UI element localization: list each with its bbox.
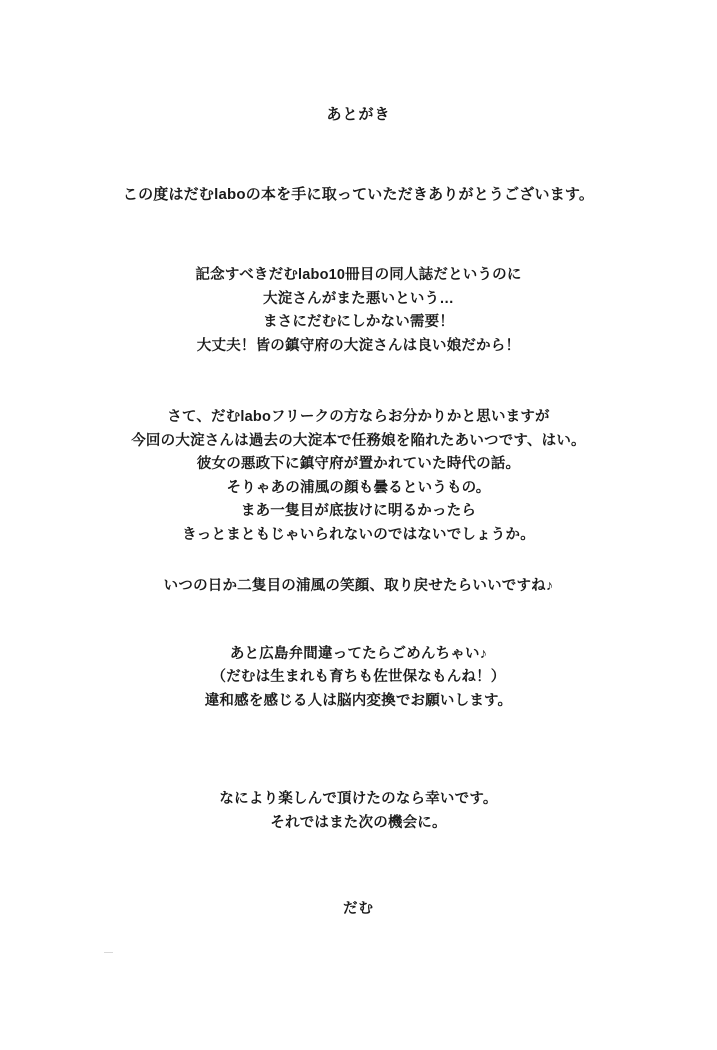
author-signature: だむ: [343, 901, 374, 918]
paragraph-block-3: [0, 575, 717, 598]
greeting-paragraph: この度はだむlaboの本を手に取っていただきありがとうございます。: [122, 186, 595, 203]
text-line: いつの日か二隻目の浦風の笑顔、取り戻せたらいいですね♪: [163, 578, 554, 595]
text-line: 大淀さんがまた悪いという…: [262, 290, 455, 307]
text-line: あと広島弁間違ってたらごめんちゃい♪: [229, 645, 488, 662]
text-line: まさにだむにしかない需要！: [262, 314, 455, 331]
text-line: なにより楽しんで頂けたのなら幸いです。: [219, 791, 498, 808]
text-line: そりゃあの浦風の顔も曇るというもの。: [226, 479, 491, 496]
text-line: さて、だむlaboフリークの方ならお分かりかと思いますが: [167, 409, 550, 426]
page-corner-mark: [104, 952, 113, 953]
text-line: 違和感を感じる人は脳内変換でお願いします。: [204, 692, 513, 709]
text-line: 大丈夫！皆の鎮守府の大淀さんは良い娘だから！: [196, 337, 521, 354]
paragraph-block-2: [0, 406, 717, 547]
text-line: 今回の大淀さんは過去の大淀本で任務娘を陥れたあいつです、はい。: [131, 432, 586, 449]
text-line: それではまた次の機会に。: [270, 814, 447, 831]
page-title: あとがき: [326, 106, 391, 123]
paragraph-block-5: [0, 788, 717, 835]
paragraph-block-1: [0, 264, 717, 358]
text-line: 記念すべきだむlabo10冊目の同人誌だというのに: [195, 267, 522, 284]
text-line: 彼女の悪政下に鎮守府が置かれていた時代の話。: [196, 456, 521, 473]
text-line: きっとまともじゃいられないのではないでしょうか。: [182, 526, 535, 543]
text-line: まあ一隻目が底抜けに明るかったら: [240, 503, 477, 520]
text-line: （だむは生まれも育ちも佐世保なもんね！）: [211, 669, 506, 686]
paragraph-block-4: [0, 643, 717, 713]
